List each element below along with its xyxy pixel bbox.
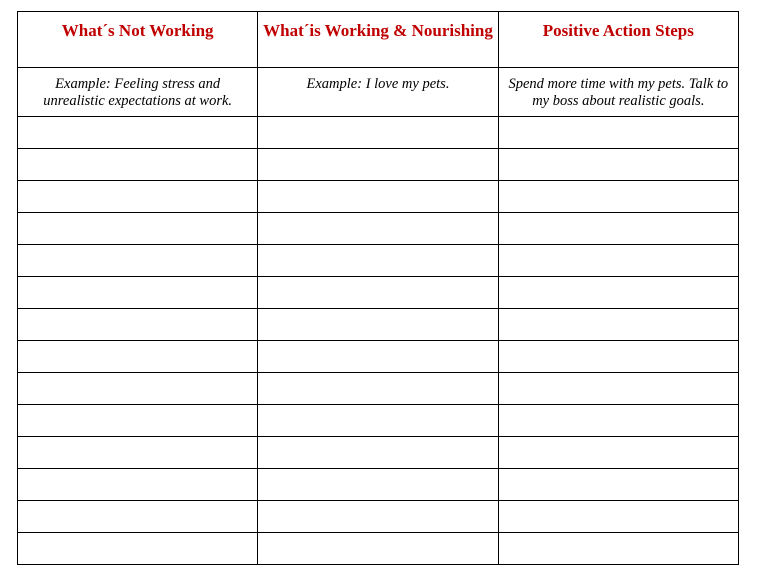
working-nourishing-cell bbox=[258, 277, 498, 309]
action-steps-cell bbox=[498, 373, 738, 405]
blank-row bbox=[18, 437, 739, 469]
action-steps-cell bbox=[498, 501, 738, 533]
blank-row bbox=[18, 533, 739, 565]
action-steps-cell bbox=[498, 309, 738, 341]
blank-row bbox=[18, 213, 739, 245]
not-working-cell bbox=[18, 437, 258, 469]
not-working-cell bbox=[18, 277, 258, 309]
not-working-cell bbox=[18, 245, 258, 277]
blank-row bbox=[18, 149, 739, 181]
working-nourishing-cell bbox=[258, 405, 498, 437]
blank-row bbox=[18, 373, 739, 405]
blank-row bbox=[18, 245, 739, 277]
action-steps-cell bbox=[498, 277, 738, 309]
working-nourishing-cell bbox=[258, 309, 498, 341]
action-steps-cell bbox=[498, 213, 738, 245]
working-nourishing-cell bbox=[258, 341, 498, 373]
blank-row bbox=[18, 469, 739, 501]
action-steps-cell bbox=[498, 405, 738, 437]
not-working-cell bbox=[18, 149, 258, 181]
working-nourishing-cell bbox=[258, 437, 498, 469]
not-working-cell bbox=[18, 117, 258, 149]
header-not-working: What´s Not Working bbox=[18, 12, 258, 68]
worksheet-table bbox=[17, 11, 739, 565]
working-nourishing-cell bbox=[258, 213, 498, 245]
working-nourishing-cell bbox=[258, 533, 498, 565]
action-steps-cell bbox=[498, 341, 738, 373]
blank-row bbox=[18, 501, 739, 533]
action-steps-cell bbox=[498, 533, 738, 565]
working-nourishing-cell bbox=[258, 469, 498, 501]
working-nourishing-cell bbox=[258, 117, 498, 149]
working-nourishing-cell bbox=[258, 501, 498, 533]
blank-row bbox=[18, 277, 739, 309]
example-not-working: Example: Feeling stress and unrealistic expectations at work. bbox=[18, 68, 258, 117]
not-working-cell bbox=[18, 501, 258, 533]
example-row bbox=[18, 68, 739, 117]
example-action-steps: Spend more time with my pets. Talk to my boss about realistic goals. bbox=[498, 68, 738, 117]
header-action-steps: Positive Action Steps bbox=[498, 12, 738, 68]
working-nourishing-cell bbox=[258, 245, 498, 277]
blank-row bbox=[18, 181, 739, 213]
blank-row bbox=[18, 309, 739, 341]
blank-row bbox=[18, 405, 739, 437]
blank-row bbox=[18, 117, 739, 149]
action-steps-cell bbox=[498, 117, 738, 149]
not-working-cell bbox=[18, 309, 258, 341]
not-working-cell bbox=[18, 405, 258, 437]
action-steps-cell bbox=[498, 437, 738, 469]
action-steps-cell bbox=[498, 245, 738, 277]
action-steps-cell bbox=[498, 149, 738, 181]
action-steps-cell bbox=[498, 469, 738, 501]
example-working-nourishing: Example: I love my pets. bbox=[258, 68, 498, 117]
not-working-cell bbox=[18, 373, 258, 405]
working-nourishing-cell bbox=[258, 149, 498, 181]
working-nourishing-cell bbox=[258, 181, 498, 213]
action-steps-cell bbox=[498, 181, 738, 213]
not-working-cell bbox=[18, 469, 258, 501]
blank-row bbox=[18, 341, 739, 373]
header-row bbox=[18, 12, 739, 68]
not-working-cell bbox=[18, 181, 258, 213]
working-nourishing-cell bbox=[258, 373, 498, 405]
not-working-cell bbox=[18, 213, 258, 245]
header-working-nourishing: What´is Working & Nourishing bbox=[258, 12, 498, 68]
not-working-cell bbox=[18, 533, 258, 565]
not-working-cell bbox=[18, 341, 258, 373]
